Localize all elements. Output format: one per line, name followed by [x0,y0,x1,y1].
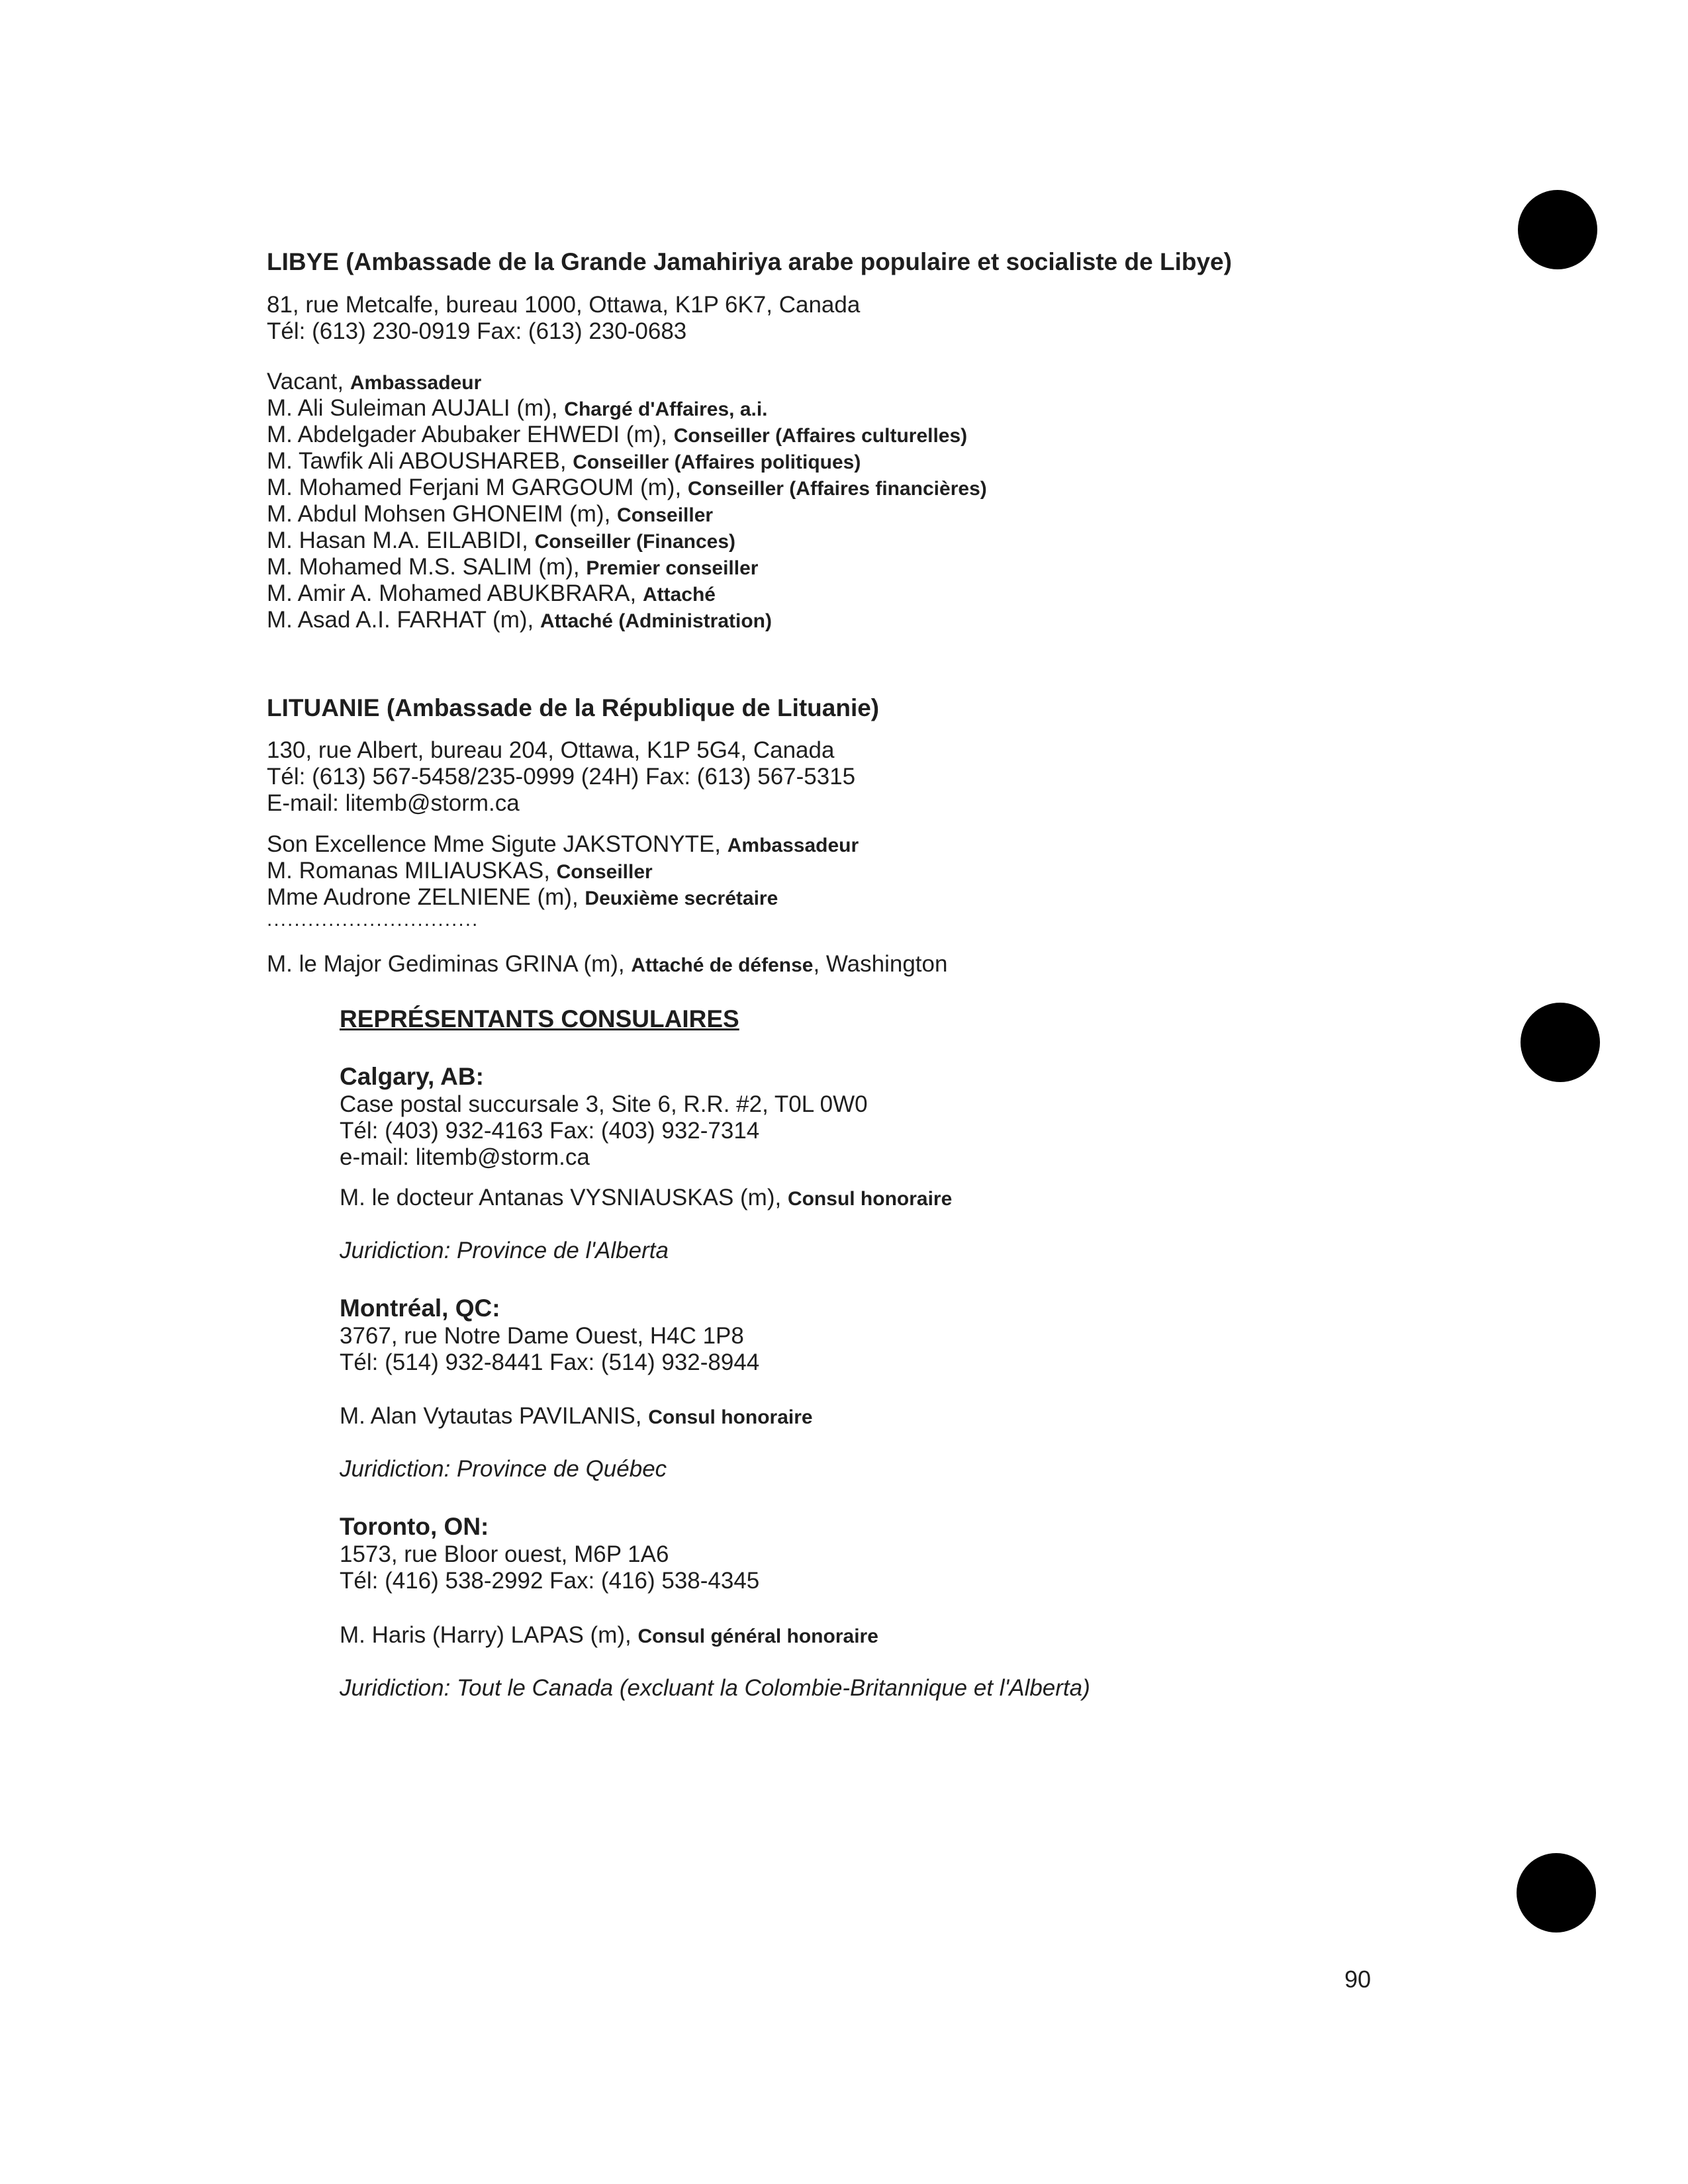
staff-entry: M. Tawfik Ali ABOUSHAREB, Conseiller (Affaires politiques) [267,448,861,474]
consulate-city: Montréal, QC: [340,1295,500,1322]
consular-heading: REPRÉSENTANTS CONSULAIRES [340,1005,739,1032]
separator-dots: ............................... [267,909,479,931]
consulate-address: 1573, rue Bloor ouest, M6P 1A6 [340,1541,669,1567]
consulate-city: Toronto, ON: [340,1513,489,1540]
staff-entry: M. Ali Suleiman AUJALI (m), Chargé d'Affaires, a.i. [267,395,768,421]
consulate-person: M. Haris (Harry) LAPAS (m), Consul général honoraire [340,1622,878,1648]
consulate-phone: Tél: (514) 932-8441 Fax: (514) 932-8944 [340,1349,760,1375]
consulate-jurisdiction: Juridiction: Province de Québec [340,1456,667,1482]
staff-entry: Son Excellence Mme Sigute JAKSTONYTE, Ambassadeur [267,831,859,857]
staff-entry: M. Asad A.I. FARHAT (m), Attaché (Administration) [267,607,772,633]
lituanie-phone: Tél: (613) 567-5458/235-0999 (24H) Fax: (613) 567-5315 [267,764,856,790]
consulate-person: M. Alan Vytautas PAVILANIS, Consul honoraire [340,1403,813,1429]
lituanie-heading: LITUANIE (Ambassade de la République de Lituanie) [267,694,880,721]
staff-entry: Mme Audrone ZELNIENE (m), Deuxième secrétaire [267,884,778,910]
staff-entry: M. Hasan M.A. EILABIDI, Conseiller (Finances) [267,527,735,553]
lituanie-email: E-mail: litemb@storm.ca [267,790,520,816]
libye-address: 81, rue Metcalfe, bureau 1000, Ottawa, K1P 6K7, Canada [267,292,861,318]
staff-entry: M. Mohamed Ferjani M GARGOUM (m), Conseiller (Affaires financières) [267,475,987,500]
libye-phone: Tél: (613) 230-0919 Fax: (613) 230-0683 [267,318,687,344]
staff-entry: M. Amir A. Mohamed ABUKBRARA, Attaché [267,580,716,606]
staff-entry: M. Romanas MILIAUSKAS, Conseiller [267,858,653,884]
page-number: 90 [1344,1966,1372,1993]
staff-entry: M. Abdul Mohsen GHONEIM (m), Conseiller [267,501,714,527]
consulate-address: Case postal succursale 3, Site 6, R.R. #2, T0L 0W0 [340,1091,868,1117]
staff-entry: Vacant, Ambassadeur [267,369,482,394]
consulate-address: 3767, rue Notre Dame Ouest, H4C 1P8 [340,1323,744,1349]
binder-hole-middle [1521,1003,1600,1082]
staff-entry: M. Mohamed M.S. SALIM (m), Premier conseiller [267,554,759,580]
consulate-city: Calgary, AB: [340,1063,484,1090]
consulate-email: e-mail: litemb@storm.ca [340,1144,590,1170]
consulate-jurisdiction: Juridiction: Tout le Canada (excluant la Colombie-Britannique et l'Alberta) [340,1675,1090,1701]
consulate-person: M. le docteur Antanas VYSNIAUSKAS (m), Consul honoraire [340,1185,953,1210]
lituanie-address: 130, rue Albert, bureau 204, Ottawa, K1P 5G4, Canada [267,737,835,763]
libye-heading: LIBYE (Ambassade de la Grande Jamahiriya arabe populaire et socialiste de Libye) [267,248,1232,275]
consulate-phone: Tél: (403) 932-4163 Fax: (403) 932-7314 [340,1118,760,1144]
defense-attache: M. le Major Gediminas GRINA (m), Attaché de défense, Washington [267,951,948,977]
binder-hole-bottom [1517,1853,1596,1933]
binder-hole-top [1518,190,1597,269]
staff-entry: M. Abdelgader Abubaker EHWEDI (m), Conseiller (Affaires culturelles) [267,422,968,447]
consulate-phone: Tél: (416) 538-2992 Fax: (416) 538-4345 [340,1568,760,1594]
consulate-jurisdiction: Juridiction: Province de l'Alberta [340,1238,669,1263]
